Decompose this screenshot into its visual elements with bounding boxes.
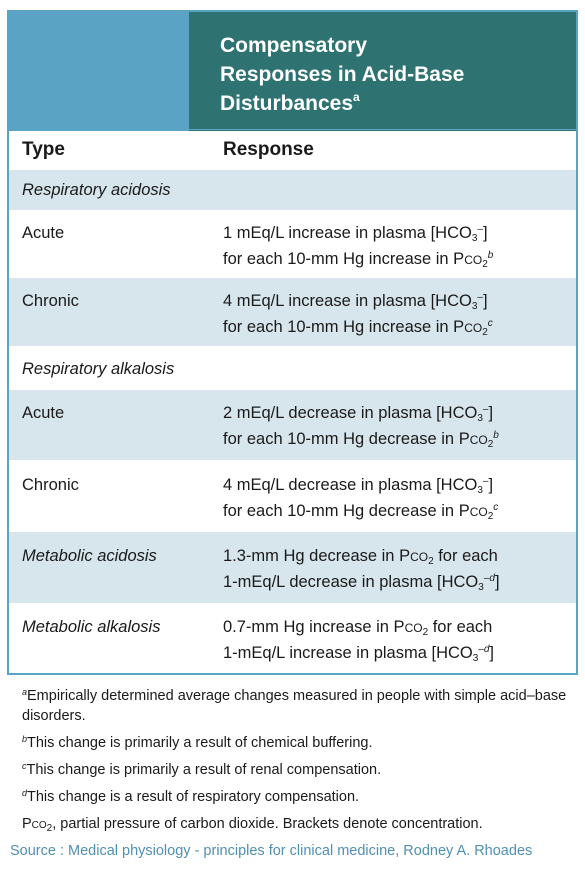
superscript: – [482, 476, 489, 487]
subscript: 3 [478, 582, 484, 593]
subscript: 3 [471, 233, 478, 244]
subscript: 3 [477, 485, 483, 496]
section-label: Respiratory alkalosis [22, 360, 175, 378]
pco-label: co [464, 318, 483, 336]
table-row [9, 210, 576, 278]
section-label: Respiratory acidosis [22, 181, 171, 199]
subscript: 3 [471, 301, 478, 312]
bracket: ] [494, 573, 500, 591]
response-line-1: 1.3-mm Hg decrease in P [223, 547, 411, 565]
pco-label: co [464, 250, 483, 268]
row-type: Acute [22, 404, 65, 422]
row-type: Metabolic acidosis [22, 547, 157, 565]
title-line-3: Disturbances [220, 92, 354, 115]
footnote-d [22, 787, 572, 807]
footnote-mark: b [22, 734, 28, 744]
row-response [223, 614, 568, 666]
footnotes [22, 686, 572, 841]
response-line-1: 4 mEq/L increase in plasma [HCO [223, 292, 472, 310]
bracket: ] [488, 476, 494, 494]
response-line-1: 2 mEq/L decrease in plasma [HCO [223, 404, 478, 422]
section-row-respiratory-acidosis [9, 170, 576, 210]
superscript: – [477, 224, 483, 235]
response-line-2: for each 10-mm Hg decrease in P [223, 430, 470, 448]
row-response [223, 288, 568, 340]
bracket: ] [489, 644, 495, 662]
footnote-text: This change is primarily a result of renal compensation. [26, 762, 382, 778]
footnote-b [22, 733, 572, 753]
pco-label: co [410, 547, 429, 565]
superscript: – [483, 573, 490, 584]
row-type: Chronic [22, 292, 79, 310]
table-row [9, 532, 576, 603]
superscript: – [482, 404, 489, 415]
subscript: 3 [477, 413, 483, 424]
footnote-a [22, 686, 572, 726]
footnote-text: , partial pressure of carbon dioxide. Brackets denote concentration. [52, 816, 483, 832]
footnote-pco2: Pco$_2$, partial pressure of carbon dioxide. Brackets denote concentration. [22, 816, 483, 834]
subscript: 2 [428, 556, 434, 567]
subscript: 2 [46, 823, 53, 834]
row-response [223, 400, 568, 452]
footnote-text: Empirically determined average changes measured in people with simple acid–base disorders. [22, 688, 567, 724]
footnote-marker: c [487, 318, 493, 329]
row-type: Chronic [22, 476, 79, 494]
footnote-marker: b [493, 430, 499, 441]
column-header-type: Type [22, 139, 65, 160]
superscript: – [478, 644, 484, 655]
footnote-text: This change is a result of respiratory compensation. [27, 789, 360, 805]
pco-label: co [469, 502, 488, 520]
subscript: 2 [482, 327, 488, 338]
footnote-mark: c [22, 761, 27, 771]
subscript: 2 [422, 627, 429, 638]
footnote-marker: b [487, 250, 494, 261]
section-row-respiratory-alkalosis [9, 346, 576, 390]
response-line-2: 1-mEq/L increase in plasma [HCO [223, 644, 473, 662]
table-row [9, 278, 576, 346]
title-line-1: Compensatory [220, 34, 368, 57]
response-line-2: for each 10-mm Hg decrease in P [223, 502, 470, 520]
footnote-mark: d [22, 788, 28, 798]
subscript: 3 [472, 653, 479, 664]
header-divider [9, 129, 576, 130]
footnote-text: This change is primarily a result of chemical buffering. [27, 735, 373, 751]
row-type: Acute [22, 224, 65, 242]
column-header-response: Response [223, 139, 314, 160]
bracket: ] [482, 292, 488, 310]
footnote-marker: d [489, 573, 495, 584]
pco-label: co [31, 816, 47, 832]
response-line-1: 1 mEq/L increase in plasma [HCO [223, 224, 472, 242]
title-superscript: a [353, 90, 360, 104]
response-line-1: 4 mEq/L decrease in plasma [HCO [223, 476, 478, 494]
source-citation: Source : Medical physiology - principles for clinical medicine, Rodney A. Rhoades [10, 843, 533, 859]
pco-label: co [404, 618, 423, 636]
title-line-2: Responses in Acid-Base [220, 63, 465, 86]
row-response [223, 220, 568, 272]
response-line-1-end: for each [428, 618, 493, 636]
row-response [223, 543, 568, 595]
footnote-c [22, 760, 572, 780]
row-type: Metabolic alkalosis [22, 618, 161, 636]
table-row [9, 460, 576, 532]
response-line-2: 1-mEq/L decrease in plasma [HCO [223, 573, 479, 591]
table-row [9, 603, 576, 673]
subscript: 2 [482, 259, 488, 270]
response-line-1: 0.7-mm Hg increase in P [223, 618, 405, 636]
subscript: 2 [487, 439, 494, 450]
subscript: 2 [487, 511, 494, 522]
row-response [223, 472, 568, 524]
bracket: ] [488, 404, 494, 422]
response-line-2: for each 10-mm Hg increase in P [223, 318, 465, 336]
bracket: ] [482, 224, 488, 242]
superscript: – [477, 292, 483, 303]
footnote-marker: d [483, 644, 490, 655]
response-line-2: for each 10-mm Hg increase in P [223, 250, 465, 268]
response-line-1-end: for each [433, 547, 498, 565]
footnote-marker: c [493, 502, 499, 513]
pco-label: co [469, 430, 488, 448]
table-row [9, 390, 576, 460]
footnote-mark: a [22, 687, 28, 697]
